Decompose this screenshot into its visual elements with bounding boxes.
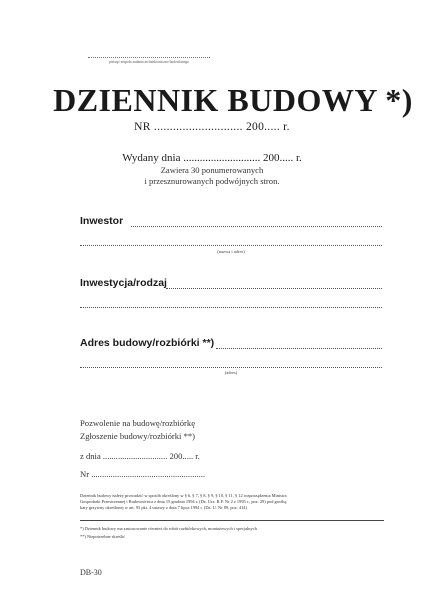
pages-info-line-2: i przesznurowanych podwójnych stron. bbox=[144, 176, 280, 186]
investor-label: Inwestor bbox=[80, 215, 124, 227]
form-code: DB-30 bbox=[80, 568, 102, 577]
footnote-1: *) Dziennik budowy ma zastosowanie również do robót rozbiórkowych, montażowych i specjalnych bbox=[80, 526, 257, 531]
investor-field-line-1[interactable] bbox=[131, 226, 382, 227]
stamp-line bbox=[88, 57, 210, 58]
permit-date-line[interactable]: z dnia .............................. 200..... r. bbox=[80, 451, 200, 461]
stamp-caption: pieczęć zespołu zadania architektoniczno-budowlanego bbox=[109, 60, 189, 64]
journal-number-line: NR ............................ 200..... r. bbox=[134, 121, 290, 133]
permit-number-line[interactable]: Nr ..................................................... bbox=[80, 469, 206, 479]
notification-line: Zgłoszenie budowy/rozbiórki **) bbox=[80, 431, 196, 441]
address-caption: (adres) bbox=[224, 370, 238, 375]
footnote-2: **) Niepotrzebne skreślić bbox=[80, 534, 126, 539]
address-field-line-2[interactable] bbox=[80, 367, 382, 368]
document-title: DZIENNIK BUDOWY *) bbox=[53, 82, 413, 118]
address-field-line-1[interactable] bbox=[216, 348, 382, 349]
permit-line: Pozwolenie na budowę/rozbiórkę bbox=[80, 418, 196, 428]
legal-note-line-1: Dziennik budowy należy prowadzić w sposób określony w § 6, § 7, § 8, § 9, § 10, § 11, § 12 rozporządzenia Ministra bbox=[80, 493, 287, 498]
investment-label: Inwestycja/rodzaj bbox=[80, 277, 167, 289]
legal-note-line-2: Gospodarki Przestrzennej i Budownictwa z dnia 15 grudnia 1994 r. (Dz. Urz. R.P. Nr 2 z 1995 r., poz. 29) pod groźbą bbox=[80, 499, 287, 504]
issued-date-line: Wydany dnia ............................ 200..... r. bbox=[122, 152, 302, 164]
pages-info-line-1: Zawiera 30 ponumerowanych bbox=[160, 165, 264, 175]
footnote-divider bbox=[80, 520, 384, 521]
legal-note-line-3: kary grzywny określonej w art. 93 pkt. 4 ustawy z dnia 7 lipca 1994 r. (Dz. U. Nr 89, poz. 414) bbox=[80, 505, 247, 510]
address-label: Adres budowy/rozbiórki **) bbox=[80, 337, 215, 349]
investment-field-line-2[interactable] bbox=[80, 307, 382, 308]
investor-caption: (nazwa i adres) bbox=[217, 249, 245, 254]
investment-field-line-1[interactable] bbox=[166, 288, 382, 289]
investor-field-line-2[interactable] bbox=[80, 245, 382, 246]
